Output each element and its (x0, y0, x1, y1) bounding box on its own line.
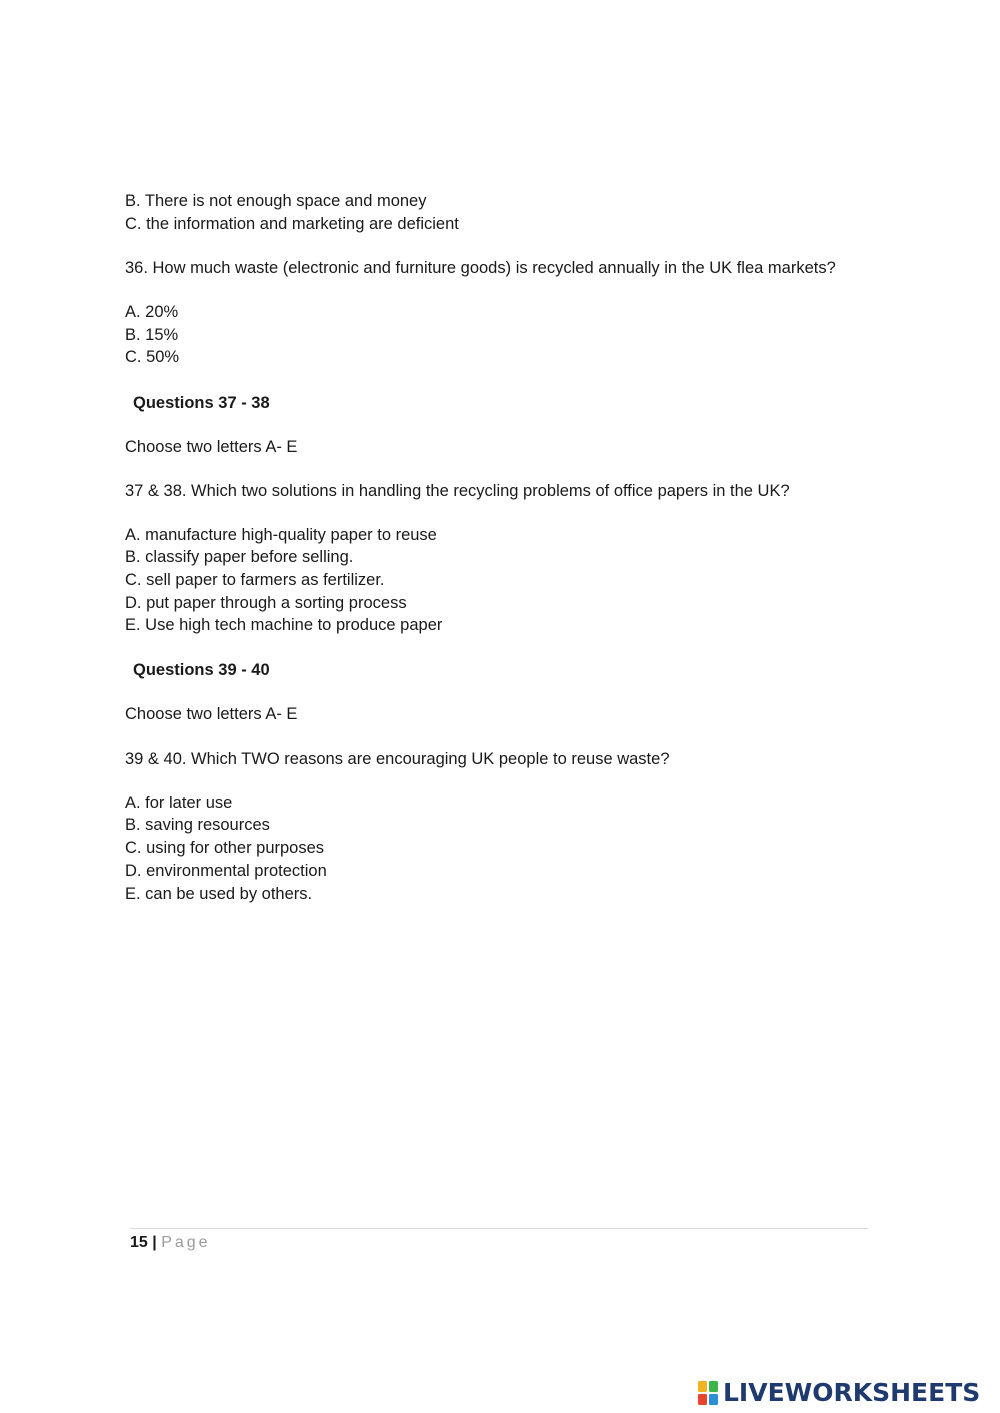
q35-option-b: B. There is not enough space and money (125, 192, 427, 210)
page-number: 15 (130, 1234, 148, 1251)
section-heading-37-38: Questions 37 - 38 (133, 394, 270, 412)
q37-38-option-e: E. Use high tech machine to produce paper (125, 616, 443, 634)
q39-40-option-d: D. environmental protection (125, 862, 327, 880)
q37-38-option-b: B. classify paper before selling. (125, 548, 354, 566)
page-label: Page (161, 1234, 211, 1251)
instruction-37-38: Choose two letters A- E (125, 438, 298, 456)
q36-option-b: B. 15% (125, 326, 179, 344)
liveworksheets-brand (697, 1378, 980, 1408)
page-separator: | (152, 1234, 157, 1251)
q37-38-option-d: D. put paper through a sorting process (125, 594, 407, 612)
section-heading-39-40: Questions 39 - 40 (133, 661, 270, 679)
brand-name: LIVEWORKSHEETS (723, 1378, 981, 1407)
q39-40-option-c: C. using for other purposes (125, 839, 325, 857)
q39-40-option-a: A. for later use (125, 794, 233, 812)
q37-38-question: 37 & 38. Which two solutions in handling the recycling problems of office papers in the UK? (125, 482, 790, 500)
q36-option-c: C. 50% (125, 348, 180, 366)
q39-40-question: 39 & 40. Which TWO reasons are encouraging UK people to reuse waste? (125, 750, 670, 768)
footer-divider (130, 1228, 868, 1229)
q36-question: 36. How much waste (electronic and furniture goods) is recycled annually in the UK flea markets? (125, 259, 836, 277)
page-footer (130, 1233, 211, 1253)
q39-40-option-b: B. saving resources (125, 816, 270, 834)
instruction-39-40: Choose two letters A- E (125, 705, 298, 723)
q39-40-option-e: E. can be used by others. (125, 885, 313, 903)
q37-38-option-c: C. sell paper to farmers as fertilizer. (125, 571, 385, 589)
q35-option-c: C. the information and marketing are deficient (125, 215, 459, 233)
q37-38-option-a: A. manufacture high-quality paper to reuse (125, 526, 437, 544)
liveworksheets-logo-icon (697, 1380, 719, 1406)
q36-option-a: A. 20% (125, 303, 179, 321)
